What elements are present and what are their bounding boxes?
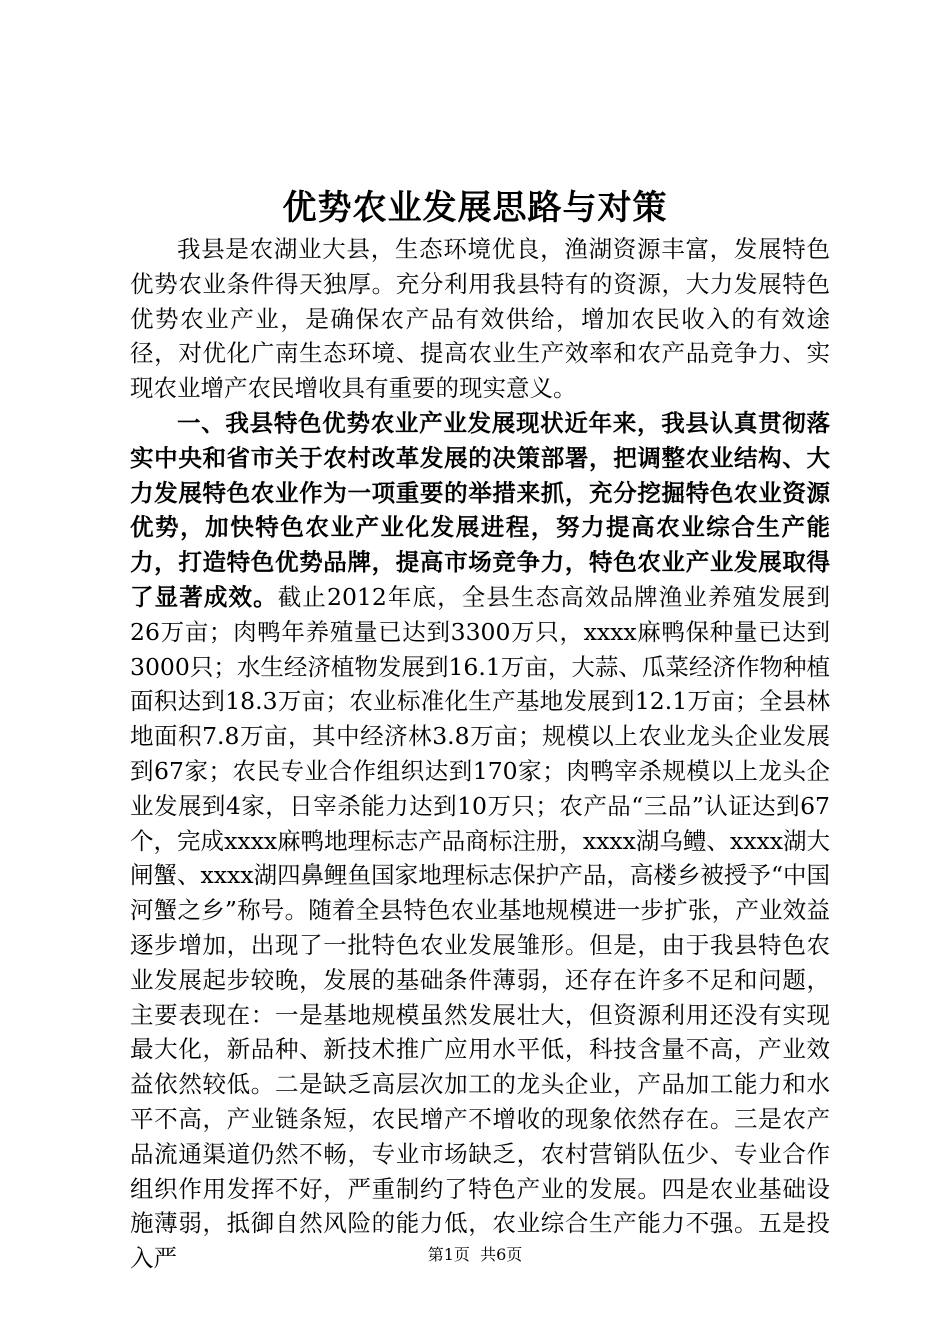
paragraph-intro: 我县是农湖业大县，生态环境优良，渔湖资源丰富，发展特色优势农业条件得天独厚。充分利用我县特有的资源，大力发展特色优势农业产业，是确保农产品有效供给，增加农民收入的有效途径，对优化广南生态环境、提高农业生产效率和农产品竞争力、实现农业增产农民增收具有重要的现实意义。 bbox=[130, 235, 830, 403]
footer-spacer bbox=[470, 1245, 480, 1264]
paragraph-status-rest: 截止2012年底，全县生态高效品牌渔业养殖发展到26万亩；肉鸭年养殖量已达到3300万只，xxxx麻鸭保种量已达到3000只；水生经济植物发展到16.1万亩，大蒜、瓜菜经济作物种植面积达到18.3万亩；农业标准化生产基地发展到12.1万亩；全县林地面积7.8万亩，其中经济林3.8万亩；规模以上农业龙头企业发展到67家；农民专业合作组织达到170家；肉鸭宰杀规模以上龙头企业发展到4家，日宰杀能力达到10万只；农产品“三品”认证达到67个，完成xxxx麻鸭地理标志产品商标注册，xxxx湖乌鳢、xxxx湖大闸蟹、xxxx湖四鼻鲤鱼国家地理标志保护产品，高楼乡被授予“中国河蟹之乡”称号。随着全县特色农业基地规模进一步扩张，产业效益逐步增加，出现了一批特色农业发展雏形。但是，由于我县特色农业发展起步较晚，发展的基础条件薄弱，还存在许多不足和问题，主要表现在：一是基地规模虽然发展壮大，但资源利用还没有实现最大化，新品种、新技术推广应用水平低，科技含量不高，产业效益依然较低。二是缺乏高层次加工的龙头企业，产品加工能力和水平不高，产业链条短，农民增产不增收的现象依然存在。三是农产品流通渠道仍然不畅，专业市场缺乏，农村营销队伍少、专业合作组织作用发挥不好，严重制约了特色产业的发展。四是农业基础设施薄弱，抵御自然风险的能力低，农业综合生产能力不强。五是投入严 bbox=[130, 582, 831, 1273]
page-footer bbox=[0, 1244, 950, 1266]
paragraph-status bbox=[130, 406, 830, 1276]
paragraph-status-lead: 一、我县特色优势农业产业发展现状近年来，我县认真贯彻落实中央和省市关于农村改革发展的决策部署，把调整农业结构、大力发展特色农业作为一项重要的举措来抓，充分挖掘特色农业资源优势，加快特色农业产业化发展进程，努力提高农业综合生产能力，打造特色优势品牌，提高市场竞争力，特色农业产业发展取得了显著成效。 bbox=[130, 408, 830, 611]
document-title: 优势农业发展思路与对策 bbox=[282, 188, 668, 228]
document-body bbox=[130, 232, 830, 1276]
page-total: 共6页 bbox=[480, 1245, 523, 1264]
page-number: 第1页 bbox=[427, 1245, 470, 1264]
